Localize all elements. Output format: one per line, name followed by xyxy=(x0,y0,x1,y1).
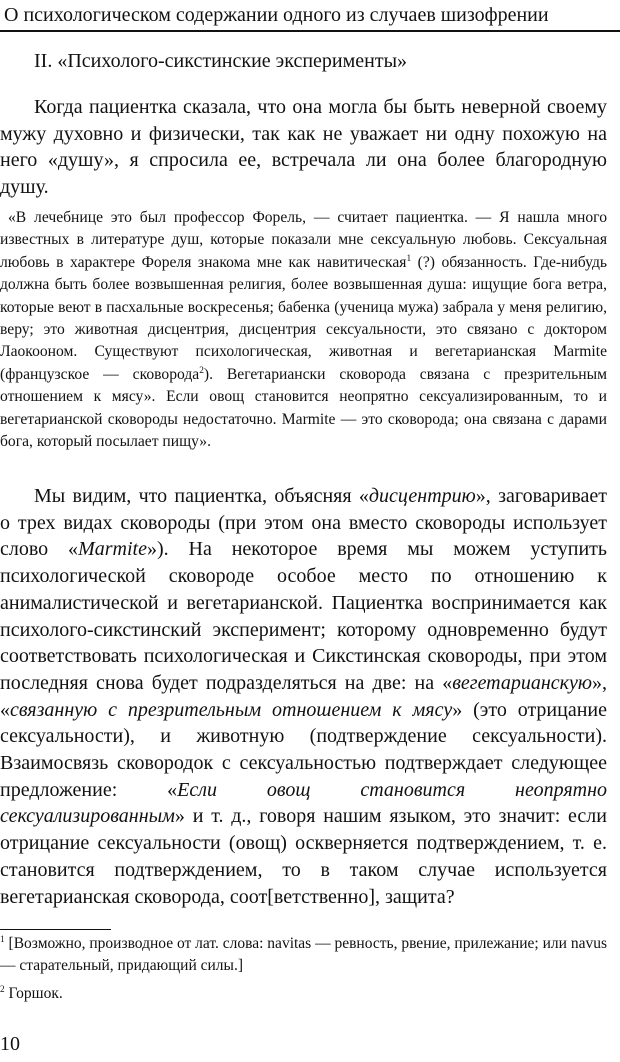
paragraph-2-emphasis: дисцентрию xyxy=(368,485,476,507)
paragraph-2-emphasis: Если овощ становится неопрятно сексуализированным xyxy=(0,778,607,828)
paragraph-1: Когда пациентка сказала, что она могла бы быть неверной своему мужу духовно и физически, так как не уважает ни одну похожую на него «душу», я спросила ее, встречала ли она более благородную душу. xyxy=(0,96,607,199)
paragraph-2-text: »). На некоторое время мы можем уступить психологической сковороде особое место по отношению к анималистической и вегетарианской. Пациентка воспринимается как психолого-сикстинский эксперимент; которому одновременно будут соответствовать психологическая и Сикстинская сковороды, при этом последняя снова будет подразделяться на две: на « xyxy=(0,538,608,694)
footnote-1 xyxy=(0,933,607,977)
paragraph-2-text: » и т. д., говоря нашим языком, это значит: если отрицание сексуальности (овощ) оскверняется подтверждением, т. е. становится подтверждением, то в таком случае используется вегетарианская сковорода, соот[ветственно], защита? xyxy=(0,805,607,908)
running-title: О психологическом содержании одного из случаев шизофрении xyxy=(4,4,549,26)
patient-quote xyxy=(0,207,607,453)
footnote-ref-2: 2 xyxy=(199,365,204,376)
page-number: 10 xyxy=(0,1033,20,1055)
paragraph-2-text: Мы видим, что пациентка, объясняя « xyxy=(34,485,369,507)
header-rule xyxy=(0,30,620,32)
paragraph-2-emphasis: Marmite xyxy=(78,538,147,561)
quote-part-2: (?) обязанность. Где-нибудь должна быть более возвышенная религия, более возвышенная душа: ищущие бога ветра, которые веют в пасхальные воскресенья; бабенка (ученица мужа) забрала у меня религию, веру; это животная дисцентрия, дисцентрия сексуальности, это связано с доктором Лаокооном. Существуют психологическая, животная и вегетарианская Marmite (французское — сковорода xyxy=(0,253,608,383)
paragraph-2-text: », « xyxy=(0,671,607,721)
quote-part-3: ). Вегетариански сковорода связана с презрительным отношением к мясу». Если овощ становится неопрятно сексуализированным, то и вегетарианской сковороды недостаточно. Marmite — это сковорода; она связана с дарами бога, который посылает пищу». xyxy=(0,365,607,451)
footnote-1-mark: 1 xyxy=(0,934,5,945)
footnote-ref-1: 1 xyxy=(406,253,412,264)
paragraph-2-emphasis: связанную с презрительным отношением к мясу xyxy=(10,698,453,721)
running-header xyxy=(0,0,620,40)
quote-part-1: «В лечебнице это был профессор Форель, — считает пациентка. — Я нашла много известных в литературе душ, которые показали мне сексуальную любовь. Сексуальная любовь в характере Фореля знакома мне как навитическая xyxy=(0,209,607,271)
footnote-1-text: [Возможно, производное от лат. слова: navitas — ревность, рвение, прилежание; или navus — старательный, придающий силы.] xyxy=(0,935,607,974)
footnote-rule xyxy=(0,929,111,930)
paragraph-2 xyxy=(0,483,607,910)
footnote-2-text: Горшок. xyxy=(4,985,63,1002)
paragraph-2-emphasis: вегетарианскую xyxy=(452,671,592,694)
paragraph-2-text: », заговаривает о трех видах сковороды (при этом она вместо сковороды использует слово « xyxy=(0,485,607,561)
paragraph-2-text: » (это отрицание сексуальности), и животную (подтверждение сексуальности). Взаимосвязь сковородок с сексуальностью подтверждает следующее предложение: « xyxy=(0,698,608,801)
footnote-2-mark: 2 xyxy=(0,984,5,995)
section-title: II. «Психолого-сикстинские эксперименты» xyxy=(34,50,408,72)
footnote-2 xyxy=(0,983,607,1005)
